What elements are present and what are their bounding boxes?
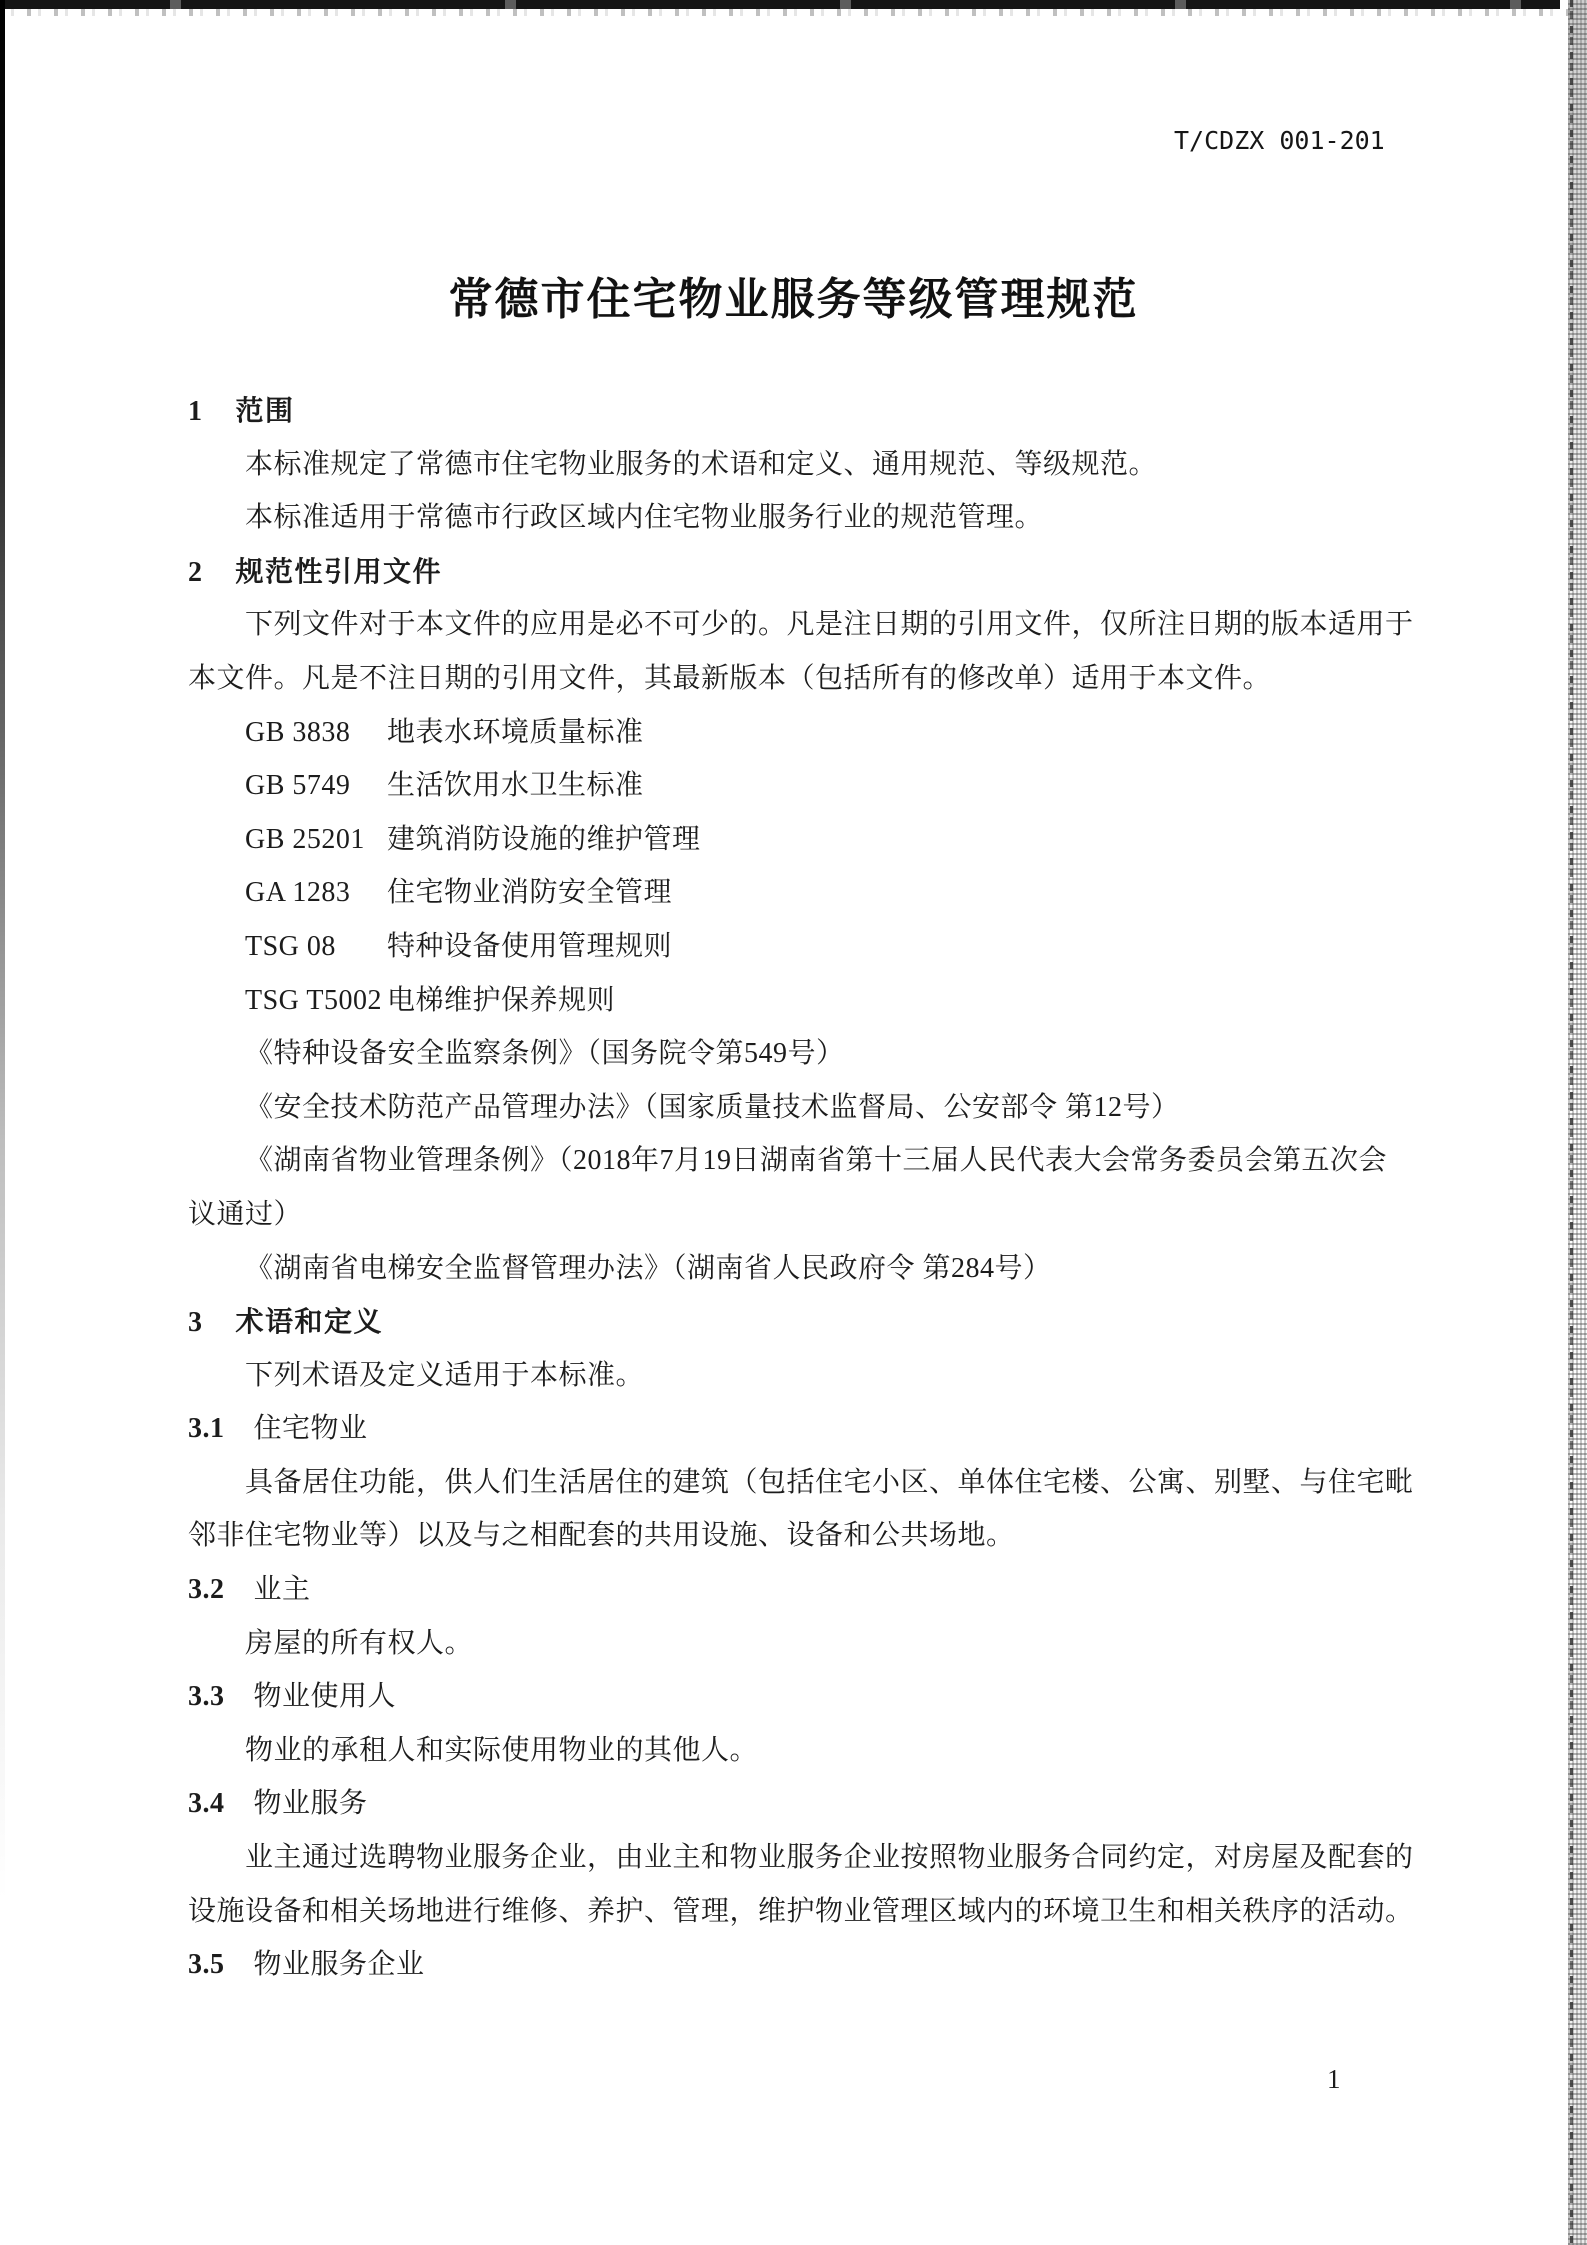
- scan-artifact-right-line: [1570, 0, 1573, 2245]
- scan-artifact-top-dashes: [0, 9, 1587, 16]
- clause-number: 3.1: [188, 1413, 225, 1445]
- paragraph-line: 邻非住宅物业等）以及与之相配套的共用设施、设备和公共场地。: [188, 1520, 1015, 1552]
- clause-number: 3.2: [188, 1574, 225, 1606]
- document-title: 常德市住宅物业服务等级管理规范: [448, 275, 1139, 324]
- term-title: 物业使用人: [253, 1681, 397, 1713]
- document-body: [188, 384, 1468, 1992]
- paragraph-line: 设施设备和相关场地进行维修、养护、管理，维护物业管理区域内的环境卫生和相关秩序的活动。: [188, 1895, 1414, 1927]
- reference-item: [188, 920, 1468, 974]
- reference-code: TSG 08: [245, 930, 336, 962]
- reference-title: 住宅物业消防安全管理: [387, 877, 673, 909]
- paragraph-line: 物业的承租人和实际使用物业的其他人。: [245, 1734, 759, 1766]
- reference-title: 生活饮用水卫生标准: [387, 770, 644, 802]
- reference-code: TSG T5002: [245, 984, 382, 1016]
- term-title: 住宅物业: [253, 1413, 368, 1445]
- reference-code: GB 3838: [245, 716, 351, 748]
- reference-title: 建筑消防设施的维护管理: [387, 823, 701, 855]
- reference-item: 《安全技术防范产品管理办法》（国家质量技术监督局、公安部令 第12号）: [245, 1091, 1180, 1123]
- section-title: 术语和定义: [235, 1306, 384, 1338]
- scan-artifact-top-band: [0, 0, 1560, 9]
- reference-item: 议通过）: [188, 1198, 303, 1230]
- paragraph-line: 本标准规定了常德市住宅物业服务的术语和定义、通用规范、等级规范。: [245, 448, 1158, 480]
- reference-item: [188, 866, 1468, 920]
- term-heading: [188, 1777, 1468, 1831]
- clause-number: 3.5: [188, 1949, 225, 1981]
- paragraph-line: 房屋的所有权人。: [245, 1627, 474, 1659]
- paragraph-line: 本标准适用于常德市行政区域内住宅物业服务行业的规范管理。: [245, 502, 1044, 534]
- section-heading: [188, 545, 1468, 599]
- term-heading: [188, 1402, 1468, 1456]
- section-title: 范围: [235, 395, 295, 426]
- section-title: 规范性引用文件: [235, 555, 443, 587]
- reference-item: [188, 813, 1468, 867]
- term-title: 物业服务企业: [253, 1949, 425, 1981]
- reference-code: GB 25201: [245, 823, 365, 855]
- doc-number: T/CDZX 001-201: [1174, 126, 1385, 155]
- section-number: 2: [188, 556, 203, 588]
- paragraph-line: 业主通过选聘物业服务企业，由业主和物业服务企业按照物业服务合同约定，对房屋及配套的: [245, 1842, 1414, 1874]
- reference-title: 电梯维护保养规则: [387, 984, 616, 1016]
- reference-item: 《特种设备安全监察条例》（国务院令第549号）: [245, 1038, 845, 1070]
- reference-item: [188, 759, 1468, 813]
- reference-item: [188, 706, 1468, 760]
- section-heading: [188, 384, 1468, 438]
- reference-item: [188, 974, 1468, 1028]
- section-heading: [188, 1295, 1468, 1349]
- reference-title: 特种设备使用管理规则: [387, 930, 673, 962]
- paragraph-line: 本文件。凡是不注日期的引用文件，其最新版本（包括所有的修改单）适用于本文件。: [188, 662, 1272, 694]
- paragraph-line: 下列文件对于本文件的应用是必不可少的。凡是注日期的引用文件，仅所注日期的版本适用于: [245, 609, 1414, 641]
- page-number: 1: [1327, 2064, 1341, 2094]
- section-number: 1: [188, 396, 203, 427]
- reference-title: 地表水环境质量标准: [387, 716, 644, 748]
- term-heading: [188, 1563, 1468, 1617]
- term-heading: [188, 1670, 1468, 1724]
- term-heading: [188, 1938, 1468, 1992]
- paragraph-line: 具备居住功能，供人们生活居住的建筑（包括住宅小区、单体住宅楼、公寓、别墅、与住宅毗: [245, 1466, 1414, 1498]
- reference-code: GB 5749: [245, 770, 351, 802]
- term-title: 物业服务: [253, 1788, 368, 1820]
- clause-number: 3.3: [188, 1681, 225, 1713]
- reference-item: 《湖南省电梯安全监督管理办法》（湖南省人民政府令 第284号）: [245, 1252, 1052, 1284]
- paragraph-line: 下列术语及定义适用于本标准。: [245, 1359, 645, 1391]
- reference-code: GA 1283: [245, 877, 351, 909]
- term-title: 业主: [253, 1574, 311, 1606]
- reference-item: 《湖南省物业管理条例》（2018年7月19日湖南省第十三届人民代表大会常务委员会第五次会: [245, 1145, 1388, 1177]
- clause-number: 3.4: [188, 1788, 225, 1820]
- section-number: 3: [188, 1307, 203, 1339]
